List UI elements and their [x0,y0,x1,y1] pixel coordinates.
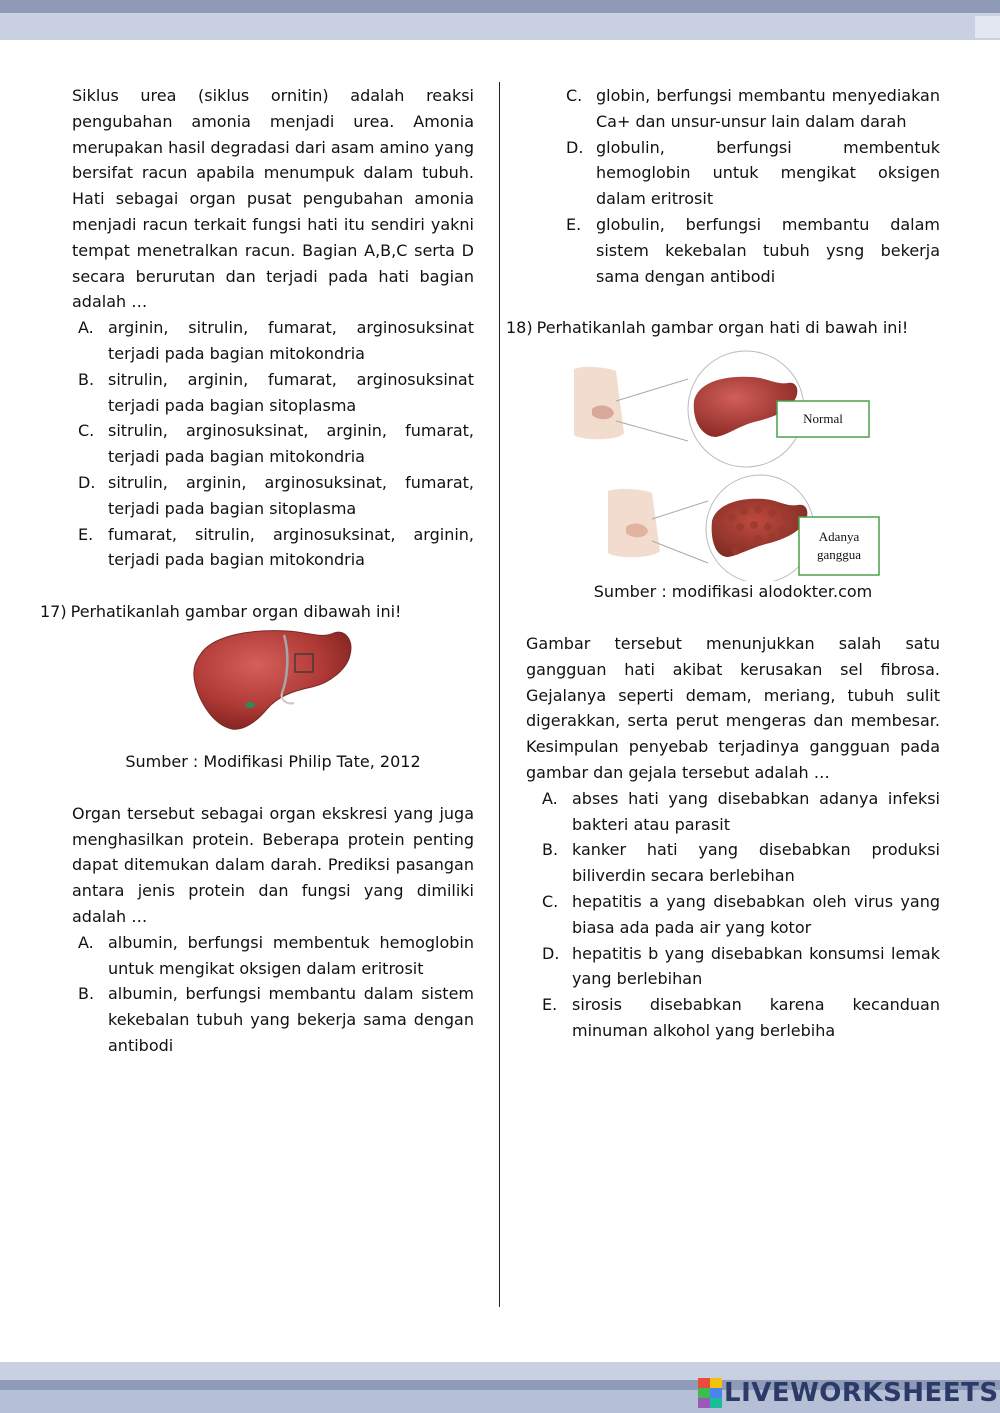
label-disorder: Adanya ganggua [816,529,862,563]
q17-heading: 17) Perhatikanlah gambar organ dibawah ini! [40,602,402,622]
label-normal: Normal [803,411,843,427]
q16-option-a[interactable]: A. arginin, sitrulin, fumarat, arginosuksinat terjadi pada bagian mitokondria [78,318,474,363]
liveworksheets-icon [698,1378,722,1408]
q18-figure [512,341,940,581]
liveworksheets-logo[interactable] [698,1375,999,1411]
liver-illustration [72,625,474,737]
q18-stem: Gambar tersebut menunjukkan salah satu gangguan hati akibat kerusakan sel fibrosa. Gejalanya seperti demam, meriang, tubuh sulit digerakkan, serta perut mengeras dan membesar. Kesimpulan penyebab terjadinya gangguan pada gambar dan gejala tersebut adalah … [526,633,940,782]
liveworksheets-wordmark: LIVEWORKSHEETS [724,1378,999,1408]
q16-option-c[interactable]: C. sitrulin, arginosuksinat, arginin, fumarat, terjadi pada bagian mitokondria [78,421,474,467]
q17-option-c[interactable]: C. globin, berfungsi membantu menyediakan Ca+ dan unsur-unsur lain dalam darah [566,86,940,131]
q16-stem: Siklus urea (siklus ornitin) adalah reaksi pengubahan amonia menjadi urea. Amonia merupakan hasil degradasi dari asam amino yang bersifat racun apabila menumpuk dalam tubuh. Hati sebagai organ pusat pengubahan amonia menjadi racun terkait fungsi hati itu sendiri yakni tempat menetralkan racun. Bagian A,B,C serta D secara berurutan dan terjadi pada hati bagian adalah … [72,86,474,312]
q17-options-right [512,83,940,289]
q17-caption: Sumber : Modifikasi Philip Tate, 2012 [125,751,421,771]
column-divider [499,82,500,1307]
q16-options [72,315,474,573]
q17-option-a[interactable]: A. albumin, berfungsi membentuk hemoglobin untuk mengikat oksigen dalam eritrosit [78,932,474,978]
q18-option-e[interactable]: E. sirosis disebabkan karena kecanduan minuman alkohol yang berlebiha [542,995,940,1040]
q16-option-b[interactable]: B. sitrulin, arginin, fumarat, arginosuksinat terjadi pada bagian sitoplasma [78,369,474,415]
q18-caption: Sumber : modifikasi alodokter.com [593,582,873,602]
q18-heading: 18) Perhatikanlah gambar organ hati di bawah ini! [506,318,909,338]
q18-option-c[interactable]: C. hepatitis a yang disebabkan oleh virus yang biasa ada pada air yang kotor [542,891,940,937]
q18-options [512,786,940,1044]
q18-option-b[interactable]: B. kanker hati yang disebabkan produksi biliverdin secara berlebihan [542,840,940,886]
q17-stem: Organ tersebut sebagai organ ekskresi yang juga menghasilkan protein. Beberapa protein penting dapat ditemukan dalam darah. Prediksi pasangan antara jenis protein dan fungsi yang dimiliki adalah … [72,803,474,926]
top-banner [0,0,1000,40]
q17-liver-figure [72,625,474,737]
q17-option-d[interactable]: D. globulin, berfungsi membentuk hemoglobin untuk mengikat oksigen dalam eritrosit [566,137,940,209]
q18-option-d[interactable]: D. hepatitis b yang disebabkan konsumsi lemak yang berlebihan [542,943,940,989]
right-column [506,83,940,1044]
q17-options-left [72,930,474,1059]
q18-option-a[interactable]: A. abses hati yang disebabkan adanya infeksi bakteri atau parasit [542,788,940,834]
q17-option-b[interactable]: B. albumin, berfungsi membantu dalam sistem kekebalan tubuh yang bekerja sama dengan antibodi [78,984,474,1055]
q16-option-d[interactable]: D. sitrulin, arginin, arginosuksinat, fumarat, terjadi pada bagian sitoplasma [78,472,474,518]
q16-option-e[interactable]: E. fumarat, sitrulin, arginosuksinat, arginin, terjadi pada bagian mitokondria [78,524,474,570]
left-column [40,83,474,1059]
q17-option-e[interactable]: E. globulin, berfungsi membantu dalam sistem kekebalan tubuh ysng bekerja sama dengan antibodi [566,214,940,286]
